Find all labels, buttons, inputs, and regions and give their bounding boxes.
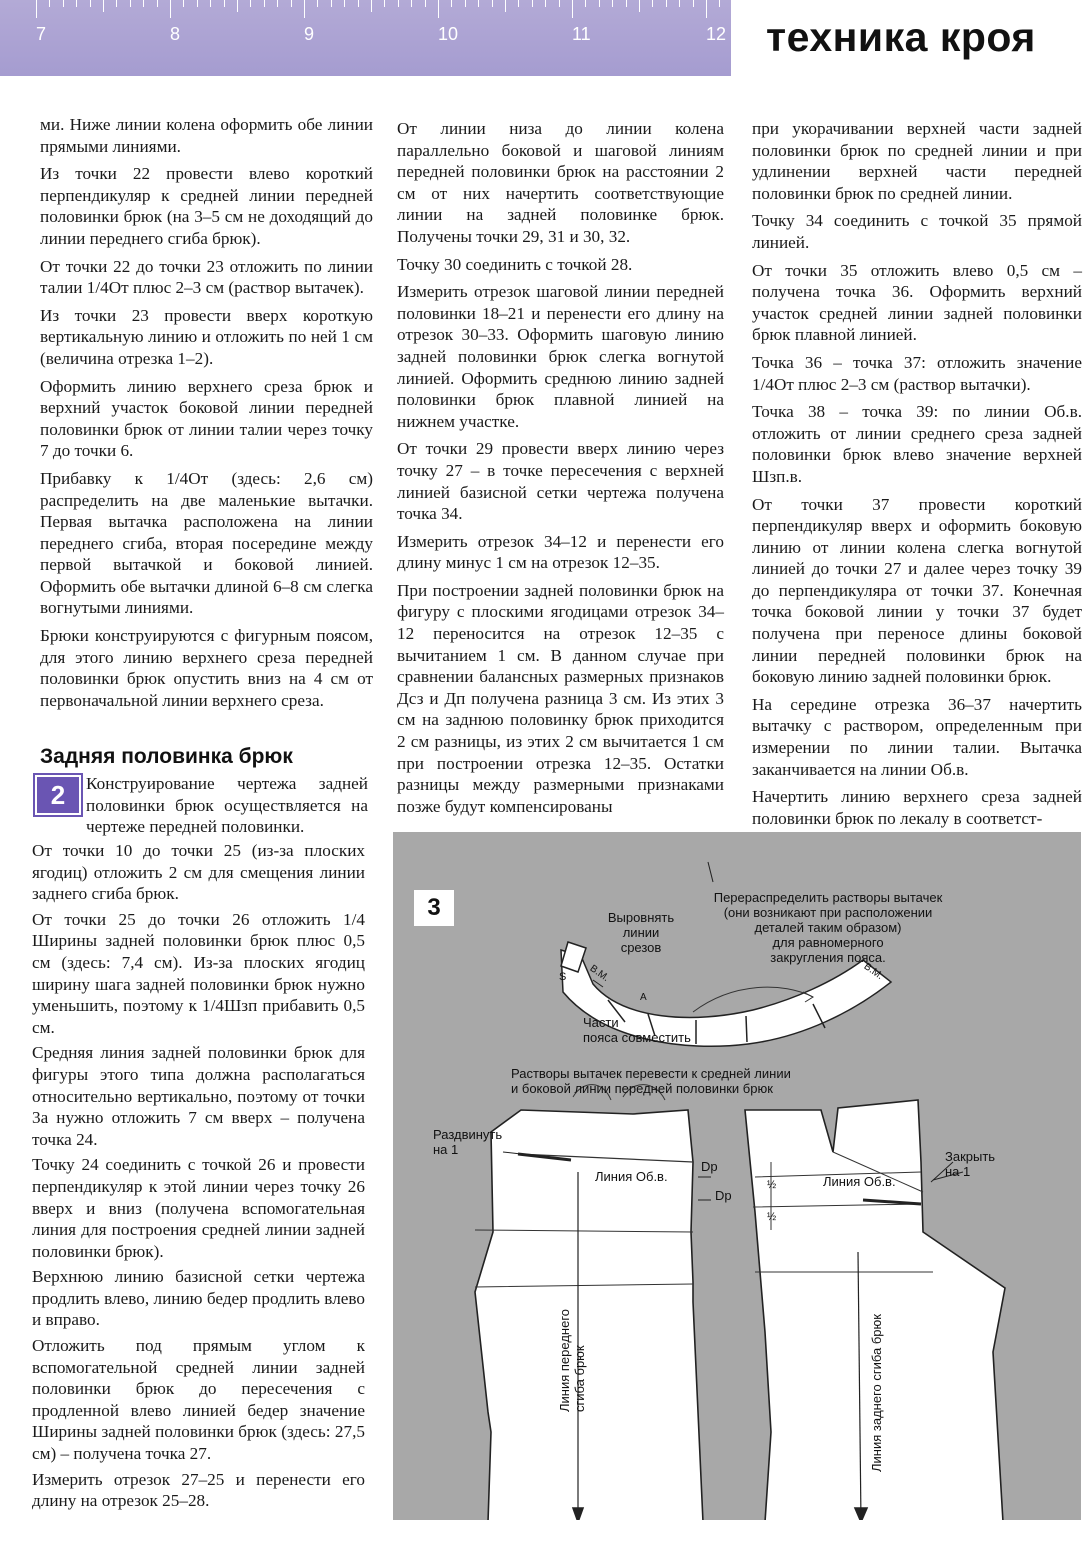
ruler-tick	[465, 0, 466, 7]
ruler-band	[0, 0, 731, 76]
label-dp-back: Dp	[715, 1188, 732, 1203]
ruler-tick	[63, 0, 64, 7]
paragraph: при укорачивании верхней части задней половинки брюк по средней линии и при удлинении верхней части передней половинки брюк по средней линии.	[752, 119, 1082, 203]
section-intro-paragraph: Конструирование чертежа задней половинки брюк осуществляется на чертеже передней половинки.	[86, 774, 368, 837]
text-column-3	[752, 118, 1082, 835]
paragraph: От точки 25 до точки 26 отложить 1/4 Ширины задней половинки брюк плюс 0,5 см (здесь: 7,4 см). Из-за плоских ягодиц ширину шага задней половинки брюк нужно уменьшить, поэтому к 1/4Шзп прибавить 0,5 см.	[32, 909, 365, 1037]
ruler-tick	[103, 0, 104, 12]
belt-label-s: S	[559, 971, 567, 983]
ruler-tick	[371, 0, 372, 12]
ruler-tick	[438, 0, 439, 18]
paragraph: На середине отрезка 36–37 начертить вытачку с раствором, определенным при измерении по линии талии. Вытачка заканчивается на линии Об.в.	[752, 694, 1082, 779]
paragraph: Отложить под прямым углом к вспомогательной средней линии задней половинки брюк до пересечения с продленной влево линией бедер значение Ширины задней половинки брюк (здесь: 27,5 см) – получена точка 27.	[32, 1336, 365, 1464]
ruler-tick	[264, 0, 265, 7]
label-redistribute-darts: Перераспределить растворы вытачек (они возникают при расположении деталей таким образом) для равномерного закругления пояса.	[713, 890, 943, 965]
ruler-tick	[666, 0, 667, 7]
paragraph: От точки 22 до точки 23 отложить по линии талии 1/4От плюс 2–3 см (раствор вытачек).	[40, 256, 373, 298]
ruler-tick	[411, 0, 412, 7]
ruler-tick	[130, 0, 131, 7]
ruler-tick	[49, 0, 50, 7]
text-column-2	[397, 118, 724, 823]
paragraph: Измерить отрезок 34–12 и перенести его длину минус 1 см на отрезок 12–35.	[397, 531, 724, 573]
paragraph: Из точки 22 провести влево короткий перпендикуляр к средней линии передней половинки брюк (на 3–5 см не доходящий до линии переднего сгиба брюк).	[40, 164, 373, 248]
ruler-number: 12	[706, 24, 727, 44]
page-title: техника кроя	[766, 14, 1036, 60]
label-hip-line-back: Линия Об.в.	[823, 1174, 896, 1189]
ruler-tick	[572, 0, 573, 18]
ruler-tick	[90, 0, 91, 7]
ruler-tick	[224, 0, 225, 7]
belt-label-vm-left: В.М.	[587, 963, 611, 984]
ruler-tick	[719, 0, 720, 7]
ruler-tick	[36, 0, 37, 18]
paragraph: Точку 30 соединить с точкой 28.	[397, 254, 633, 274]
label-dp-front: Dp	[701, 1159, 718, 1174]
ruler-tick	[626, 0, 627, 7]
ruler-tick	[585, 0, 586, 7]
ruler-number: 11	[572, 24, 591, 44]
ruler-tick	[237, 0, 238, 12]
paragraph: Верхнюю линию базисной сетки чертежа продлить влево, линию бедер продлить влево и вправо.	[32, 1267, 365, 1330]
ruler-tick	[317, 0, 318, 7]
paragraph: От линии низа до линии колена параллельно боковой и шаговой линиям передней половинки брюк на расстоянии 2 см от них начертить соответствующие линии на задней половинке брюк. Получены точки 29, 31 и 30, 32.	[397, 119, 724, 246]
ruler-tick	[170, 0, 171, 18]
paragraph: ми. Ниже линии колена оформить обе линии прямыми линиями.	[40, 115, 373, 156]
ruler-number: 9	[304, 24, 315, 44]
paragraph: Брюки конструируются с фигурным поясом, для этого линию верхнего среза передней половинки брюк опустить вниз на 4 см от первоначальной линии верхнего среза.	[40, 626, 373, 710]
label-front-crease: Линия переднего сгиба брюк	[557, 1308, 587, 1412]
ruler-tick	[532, 0, 533, 7]
ruler-number: 7	[36, 24, 47, 44]
ruler-tick	[505, 0, 506, 12]
ruler-number: 8	[170, 24, 181, 44]
ruler-tick	[344, 0, 345, 7]
ruler-tick	[639, 0, 640, 12]
paragraph: От точки 29 провести вверх линию через точку 27 – в точке пересечения с верхней линией базисной сетки чертежа получена точка 34.	[397, 439, 724, 524]
ruler-tick	[277, 0, 278, 7]
ruler-tick	[679, 0, 680, 7]
label-back-crease: Линия заднего сгиба брюк	[869, 1314, 884, 1472]
ruler-tick	[76, 0, 77, 7]
ruler-tick	[559, 0, 560, 7]
ruler-tick	[116, 0, 117, 7]
ruler-tick	[331, 0, 332, 7]
paragraph: При построении задней половинки брюк на фигуру с плоскими ягодицами отрезок 34–12 переносится на отрезок 12–35 с вычитанием 1 см. В данном случае при сравнении балансных размерных признаков Дсз и Дп получена разница 3 см. Из этих 3 см на заднюю половинку брюк приходится 2 см разницы, из этих 2 см вычитается 1 см при построении отрезка 12–35. Остатки разницы между размерными признаками позже будут компенсированы	[397, 580, 724, 816]
paragraph: Точка 36 – точка 37: отложить значение 1/4От плюс 2–3 см (раствор вытачки).	[752, 352, 1082, 394]
ruler-tick	[210, 0, 211, 7]
ruler-tick	[518, 0, 519, 7]
text-column-1-continued	[32, 840, 365, 1516]
ruler-tick	[398, 0, 399, 7]
label-belt-parts: Части пояса совместить	[583, 1015, 691, 1045]
paragraph: От точки 35 отложить влево 0,5 см – получена точка 36. Оформить верхний участок средней линии задней половинки брюк плавной линией.	[752, 260, 1082, 345]
ruler-tick	[384, 0, 385, 7]
label-hip-line-front: Линия Об.в.	[595, 1169, 668, 1184]
ruler-tick	[304, 0, 305, 18]
ruler-tick	[291, 0, 292, 7]
ruler-number: 10	[438, 24, 459, 44]
ruler-tick	[250, 0, 251, 7]
ruler-tick	[478, 0, 479, 7]
label-half-lower: ½	[767, 1211, 777, 1223]
paragraph: Начертить линию верхнего среза задней половинки брюк по лекалу в соответст-	[752, 787, 1082, 828]
paragraph: Точку 24 соединить с точкой 26 и провести перпендикуляр к этой линии через точку 26 вверх и вниз (получена вспомогательная линия для построения средней линии задней половинки брюк).	[32, 1155, 365, 1261]
ruler-tick	[157, 0, 158, 7]
ruler-tick	[451, 0, 452, 7]
figure-number-badge: 3	[414, 890, 454, 926]
paragraph: От точки 10 до точки 25 (из-за плоских ягодиц) отложить 2 см для смещения линии заднего сгиба брюк.	[32, 841, 365, 904]
paragraph: Из точки 23 провести вверх короткую вертикальную линию и отложить по ней 1 см (величина отрезка 1–2).	[40, 305, 373, 368]
ruler-tick	[545, 0, 546, 7]
ruler-tick	[492, 0, 493, 7]
label-transfer-darts: Растворы вытачек перевести к средней линии и боковой линии передней половинки брюк	[511, 1066, 791, 1096]
section-heading: Задняя половинка брюк	[40, 745, 293, 768]
paragraph: Прибавку к 1/4От (здесь: 2,6 см) распределить на две маленькие вытачки. Первая вытачка расположена на линии переднего сгиба, вторая посередине между первой вытачкой и боковой линией. Оформить обе вытачки длиной 6–8 см слегка вогнутыми линиями.	[40, 468, 373, 618]
label-close: Закрыть на 1	[945, 1149, 996, 1179]
ruler-tick	[143, 0, 144, 7]
paragraph: Измерить отрезок шаговой линии передней половинки 18–21 и перенести его длину на отрезок 30–33. Оформить шаговую линию задней половинки брюк слегка вогнутой линией. Оформить среднюю линию задней половинки брюк плавной линией на нижнем участке.	[397, 282, 724, 431]
paragraph: От точки 37 провести короткий перпендикуляр вверх и оформить боковую линию от линии колена слегка вогнутой линией до точки 27 и далее через точку 39 до перпендикуляра от точки 37. Конечная точка боковой линии у точки 37 будет получена при переносе длины боковой линии передней половинки брюк на боковую линию задней половинки брюк.	[752, 494, 1082, 687]
paragraph: Точка 38 – точка 39: по линии Об.в. отложить от линии среднего среза задней половинки брюк влево значение верхней Шзп.в.	[752, 402, 1082, 486]
ruler-tick	[612, 0, 613, 7]
belt-label-vm-right: В.М.	[861, 961, 885, 982]
pattern-figure	[393, 832, 1081, 1520]
label-half-upper: ½	[767, 1179, 777, 1191]
paragraph: Средняя линия задней половинки брюк для фигуры этого типа должна располагаться относительно вертикально, поэтому от точки 3а нужно отложить 7 см вверх – получена точка 24.	[32, 1043, 365, 1149]
ruler-tick	[425, 0, 426, 7]
label-align-edges: Выровнять линии срезов	[607, 910, 675, 955]
paragraph: Оформить линию верхнего среза брюк и верхний участок боковой линии передней половинки брюк от линии талии через точку 7 до точки 6.	[40, 376, 373, 461]
label-spread: Раздвинуть на 1	[433, 1127, 503, 1157]
belt-label-a: А	[640, 992, 647, 1003]
ruler-tick	[183, 0, 184, 7]
ruler-tick	[599, 0, 600, 7]
ruler-tick	[197, 0, 198, 7]
ruler-tick	[652, 0, 653, 7]
ruler-tick	[706, 0, 707, 18]
ruler-tick	[693, 0, 694, 7]
paragraph: Измерить отрезок 27–25 и перенести его длину на отрезок 25–28.	[32, 1469, 365, 1511]
paragraph: Точку 34 соединить с точкой 35 прямой линией.	[752, 211, 1082, 252]
ruler-tick	[358, 0, 359, 7]
section-number-badge: 2	[35, 775, 81, 815]
text-column-1	[40, 114, 373, 717]
